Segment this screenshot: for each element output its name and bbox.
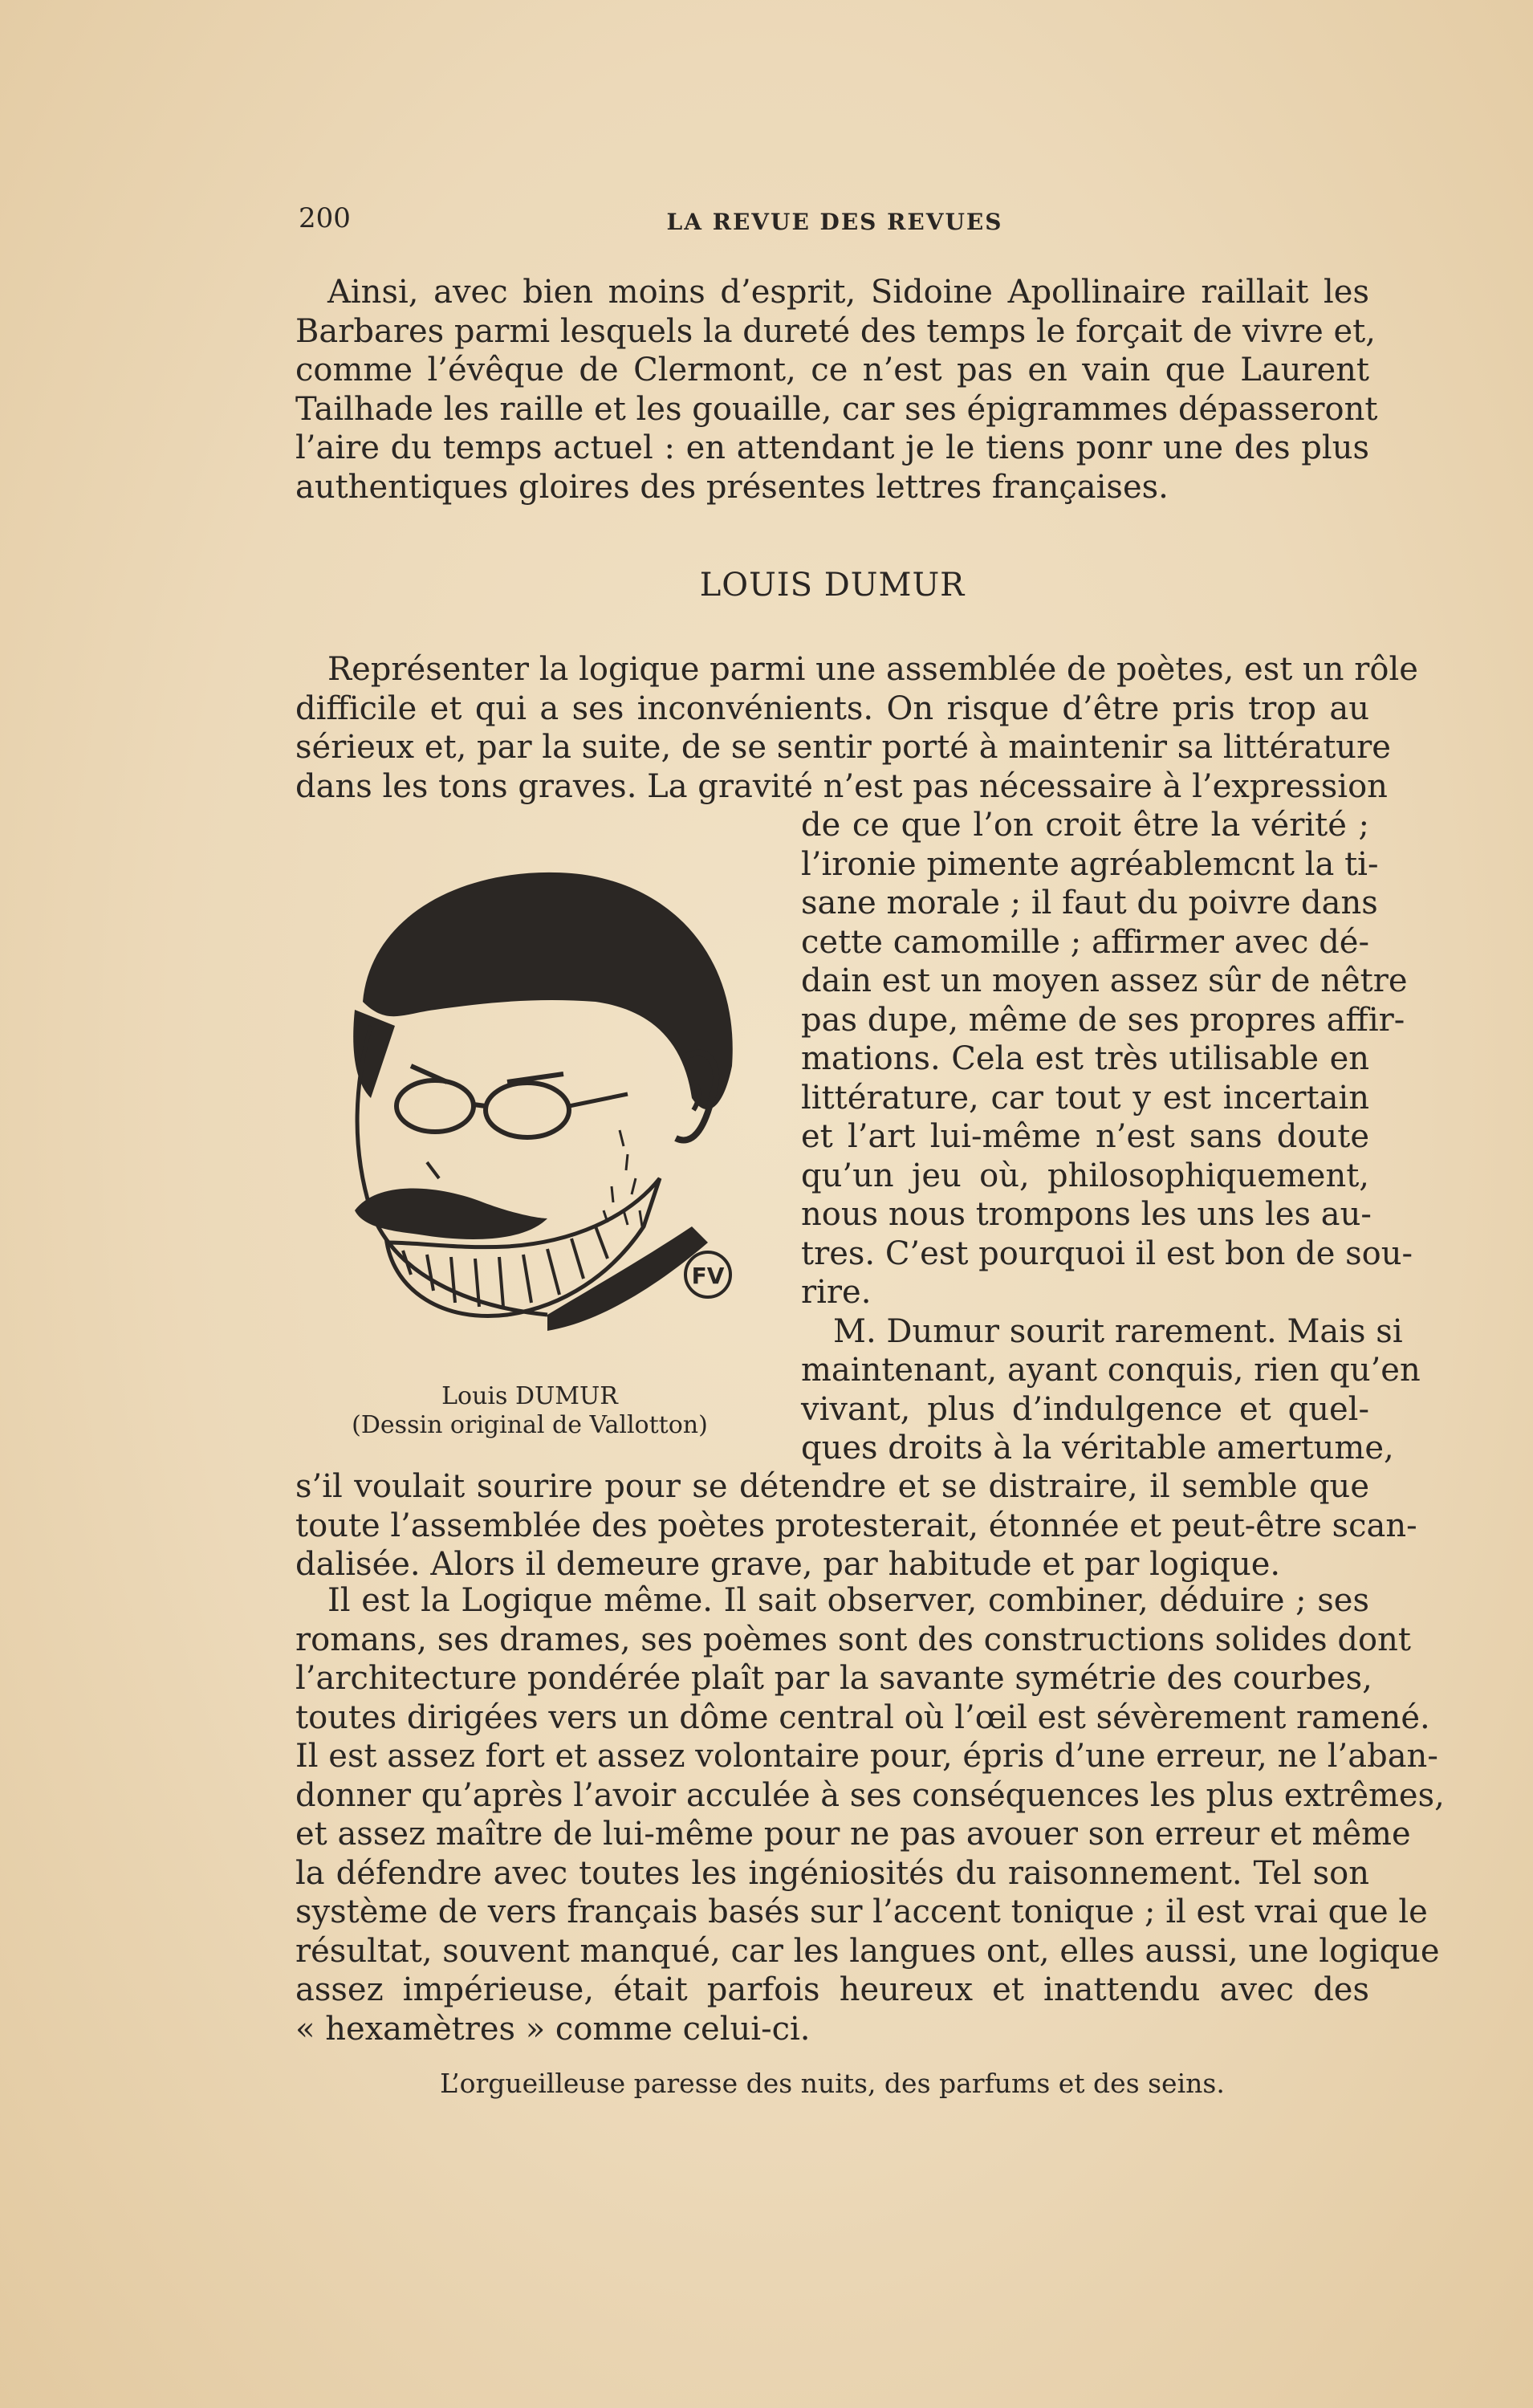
- text-line: M. Dumur sourit rarement. Mais si: [833, 1312, 1403, 1350]
- text-line: Représenter la logique parmi une assemblée de poètes, est un rôle: [327, 651, 1418, 688]
- text-line: toutes dirigées vers un dôme central où l’œil est sévèrement ramené.: [295, 1698, 1430, 1736]
- text-line: romans, ses drames, ses poèmes sont des constructions solides dont: [295, 1621, 1411, 1658]
- paragraph-2-full-width: [295, 650, 1418, 806]
- text-line: mations. Cela est très utilisable en: [801, 1040, 1369, 1077]
- text-line: sérieux et, par la suite, de se sentir porté à maintenir sa littérature: [295, 729, 1391, 766]
- text-line: Il est la Logique même. Il sait observer, combiner, déduire ; ses: [327, 1582, 1369, 1619]
- monogram: FV: [691, 1263, 725, 1289]
- text-line: système de vers français basés sur l’accent tonique ; il est vrai que le: [295, 1893, 1428, 1930]
- text-line: l’architecture pondérée plaît par la savante symétrie des courbes,: [295, 1660, 1372, 1697]
- text-line: « hexamètres » comme celui-ci.: [295, 2010, 811, 2048]
- text-line: toute l’assemblée des poètes protesterait, étonnée et peut-être scan-: [295, 1507, 1417, 1544]
- text-line: pas dupe, même de ses propres affir-: [801, 1001, 1405, 1039]
- page-header: [299, 202, 1371, 242]
- text-line: tres. C’est pourquoi il est bon de sou-: [801, 1235, 1413, 1272]
- text-line: assez impérieuse, était parfois heureux et inattendu avec des: [295, 1971, 1369, 2008]
- text-line: difficile et qui a ses inconvénients. On risque d’être pris trop au: [295, 689, 1369, 727]
- text-line: authentiques gloires des présentes lettres françaises.: [295, 468, 1169, 506]
- caption-credit: (Dessin original de Vallotton): [352, 1411, 708, 1439]
- running-head: LA REVUE DES REVUES: [666, 209, 1003, 235]
- text-line: Il est assez fort et assez volontaire pour, épris d’une erreur, ne l’aban-: [295, 1738, 1438, 1775]
- text-line: Barbares parmi lesquels la dureté des temps le forçait de vivre et,: [295, 312, 1376, 350]
- text-line: l’aire du temps actuel : en attendant je le tiens ponr une des plus: [295, 429, 1369, 466]
- portrait-illustration: [307, 841, 756, 1331]
- text-line: Ainsi, avec bien moins d’esprit, Sidoine Apollinaire raillait les: [327, 274, 1369, 311]
- paragraph-4: [295, 1581, 1445, 2048]
- paragraph-3-full-width: [295, 1467, 1417, 1584]
- text-line: maintenant, ayant conquis, rien qu’en: [801, 1352, 1421, 1389]
- text-line: dalisée. Alors il demeure grave, par habitude et par logique.: [295, 1546, 1281, 1583]
- text-line: rire.: [801, 1274, 872, 1311]
- wrapped-text-column: [801, 806, 1421, 1468]
- text-line: nous nous trompons les uns les au-: [801, 1196, 1372, 1233]
- text-line: ques droits à la véritable amertume,: [801, 1430, 1394, 1466]
- text-line: l’ironie pimente agréablemcnt la ti-: [801, 845, 1379, 883]
- text-line: s’il voulait sourire pour se détendre et se distraire, il semble que: [295, 1468, 1369, 1505]
- text-line: vivant, plus d’indulgence et quel-: [801, 1390, 1369, 1428]
- text-line: Tailhade les raille et les gouaille, car ses épigrammes dépasseront: [295, 390, 1378, 428]
- text-line: et assez maître de lui-même pour ne pas avouer son erreur et même: [295, 1816, 1411, 1853]
- section-title: LOUIS DUMUR: [699, 567, 966, 604]
- text-line: dain est un moyen assez sûr de nêtre: [801, 962, 1408, 999]
- text-line: résultat, souvent manqué, car les langues ont, elles aussi, une logique: [295, 1932, 1440, 1970]
- text-line: comme l’évêque de Clermont, ce n’est pas en vain que Laurent: [295, 352, 1369, 388]
- verse-quotation: L’orgueilleuse paresse des nuits, des parfums et des seins.: [440, 2068, 1225, 2099]
- paragraph-1: [295, 273, 1378, 506]
- text-line: donner qu’après l’avoir acculée à ses conséquences les plus extrêmes,: [295, 1776, 1445, 1814]
- text-line: qu’un jeu où, philosophiquement,: [801, 1157, 1369, 1194]
- text-line: sane morale ; il faut du poivre dans: [801, 885, 1378, 921]
- text-line: dans les tons graves. La gravité n’est pas nécessaire à l’expression: [295, 767, 1388, 805]
- page-number: 200: [299, 202, 351, 234]
- text-line: de ce que l’on croit être la vérité ;: [801, 807, 1369, 844]
- text-line: littérature, car tout y est incertain: [801, 1079, 1369, 1117]
- text-line: et l’art lui-même n’est sans doute: [801, 1118, 1369, 1155]
- text-line: cette camomille ; affirmer avec dé-: [801, 923, 1369, 961]
- text-line: la défendre avec toutes les ingéniosités du raisonnement. Tel son: [295, 1854, 1369, 1892]
- caption-name: Louis DUMUR: [441, 1382, 618, 1410]
